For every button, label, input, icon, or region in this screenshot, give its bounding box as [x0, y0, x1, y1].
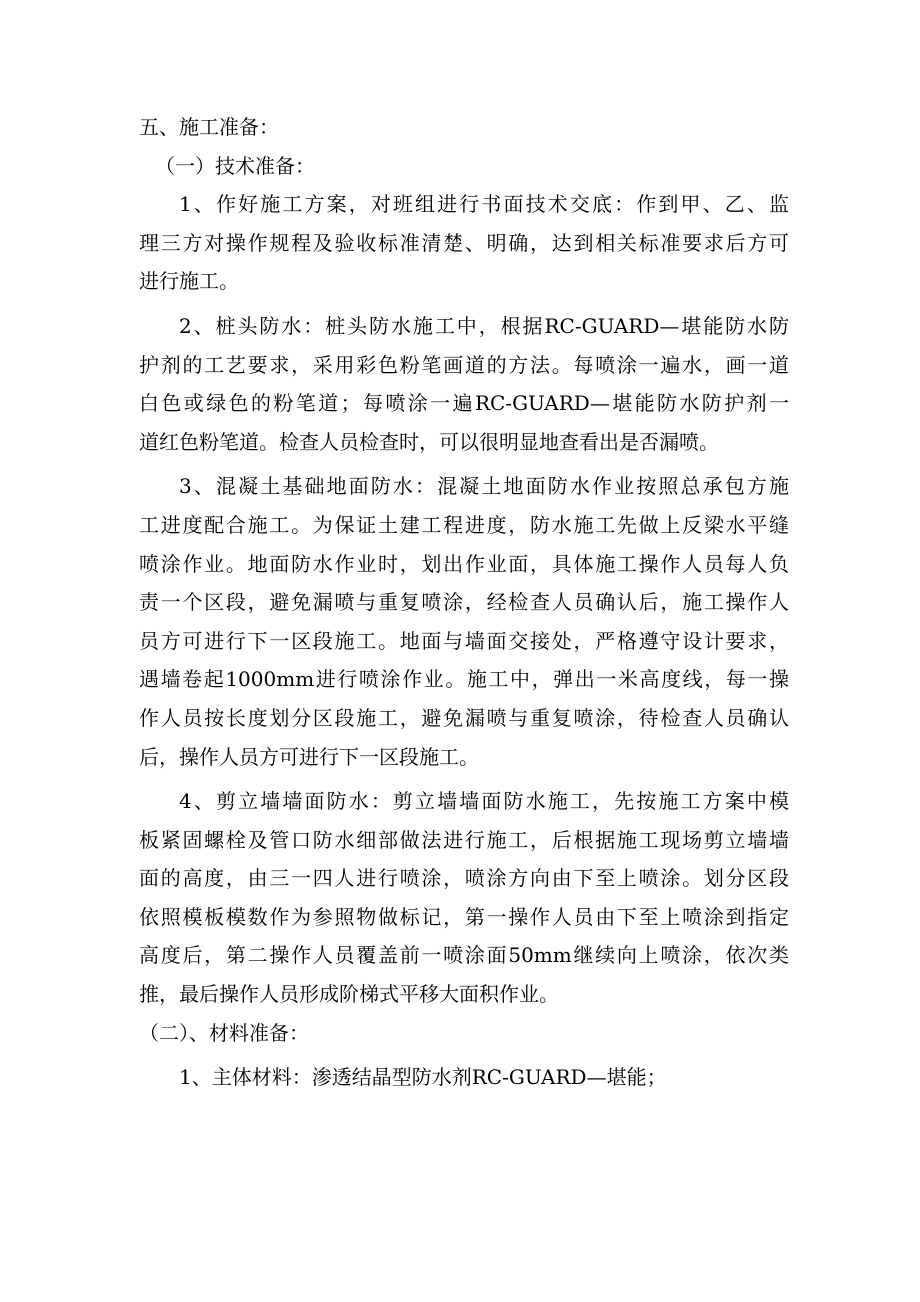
paragraph-shear-wall-waterproofing: [139, 782, 789, 1014]
paragraph-line: 作人员按长度划分区段施工，避免漏喷与重复喷涂，待检查人员确认: [139, 705, 789, 730]
paragraph-line: 遇墙卷起1000mm进行喷涂作业。施工中，弹出一米高度线，每一操: [139, 667, 789, 692]
paragraph-line: 工进度配合施工。为保证土建工程进度，防水施工先做上反梁水平缝: [139, 512, 789, 537]
paragraph-construction-plan: [139, 185, 789, 301]
paragraph-line: 白色或绿色的粉笔道；每喷涂一遍RC-GUARD—堪能防水防护剂一: [139, 391, 789, 416]
paragraph-line: 4、剪立墙墙面防水：剪立墙墙面防水施工，先按施工方案中模: [179, 789, 789, 814]
paragraph-line: 喷涂作业。地面防水作业时，划出作业面，具体施工操作人员每人负: [139, 551, 789, 576]
paragraph-main-materials: [139, 1058, 789, 1097]
paragraph-line: 1、作好施工方案，对班组进行书面技术交底：作到甲、乙、监: [179, 192, 789, 217]
section-title: 五、施工准备：: [139, 115, 279, 139]
subsection-title-technical: （一）技术准备：: [155, 153, 315, 178]
paragraph-line: 后，操作人员方可进行下一区段施工。: [139, 744, 479, 769]
paragraph-line: 责一个区段，避免漏喷与重复喷涂，经检查人员确认后，施工操作人: [139, 590, 789, 615]
paragraph-line: 推，最后操作人员形成阶梯式平移大面积作业。: [139, 982, 559, 1007]
paragraph-line: 护剂的工艺要求，采用彩色粉笔画道的方法。每喷涂一遍水，画一道: [139, 352, 789, 377]
paragraph-concrete-floor-waterproofing: [139, 467, 789, 776]
paragraph-line: 3、混凝土基础地面防水：混凝土地面防水作业按照总承包方施: [179, 474, 789, 499]
paragraph-line: 道红色粉笔道。检查人员检查时，可以很明显地查看出是否漏喷。: [139, 429, 719, 454]
subsection-title-materials: （二）、材料准备：: [139, 1020, 309, 1045]
paragraph-line: 理三方对操作规程及验收标准清楚、明确，达到相关标准要求后方可: [139, 230, 789, 255]
paragraph-line: 面的高度，由三一四人进行喷涂，喷涂方向由下至上喷涂。划分区段: [139, 866, 789, 891]
paragraph-line: 板紧固螺栓及管口防水细部做法进行施工，后根据施工现场剪立墙墙: [139, 827, 789, 852]
document-body: [139, 108, 789, 1097]
paragraph-line: 1、主体材料：渗透结晶型防水剂RC-GUARD—堪能；: [179, 1065, 667, 1090]
paragraph-line: 员方可进行下一区段施工。地面与墙面交接处，严格遵守设计要求，: [139, 628, 789, 653]
paragraph-pile-head-waterproofing: [139, 307, 789, 461]
paragraph-line: 依照模板模数作为参照物做标记，第一操作人员由下至上喷涂到指定: [139, 904, 789, 929]
paragraph-line: 进行施工。: [139, 269, 239, 294]
paragraph-line: 高度后，第二操作人员覆盖前一喷涂面50mm继续向上喷涂，依次类: [139, 943, 789, 968]
paragraph-line: 2、桩头防水：桩头防水施工中，根据RC-GUARD—堪能防水防: [179, 313, 789, 338]
